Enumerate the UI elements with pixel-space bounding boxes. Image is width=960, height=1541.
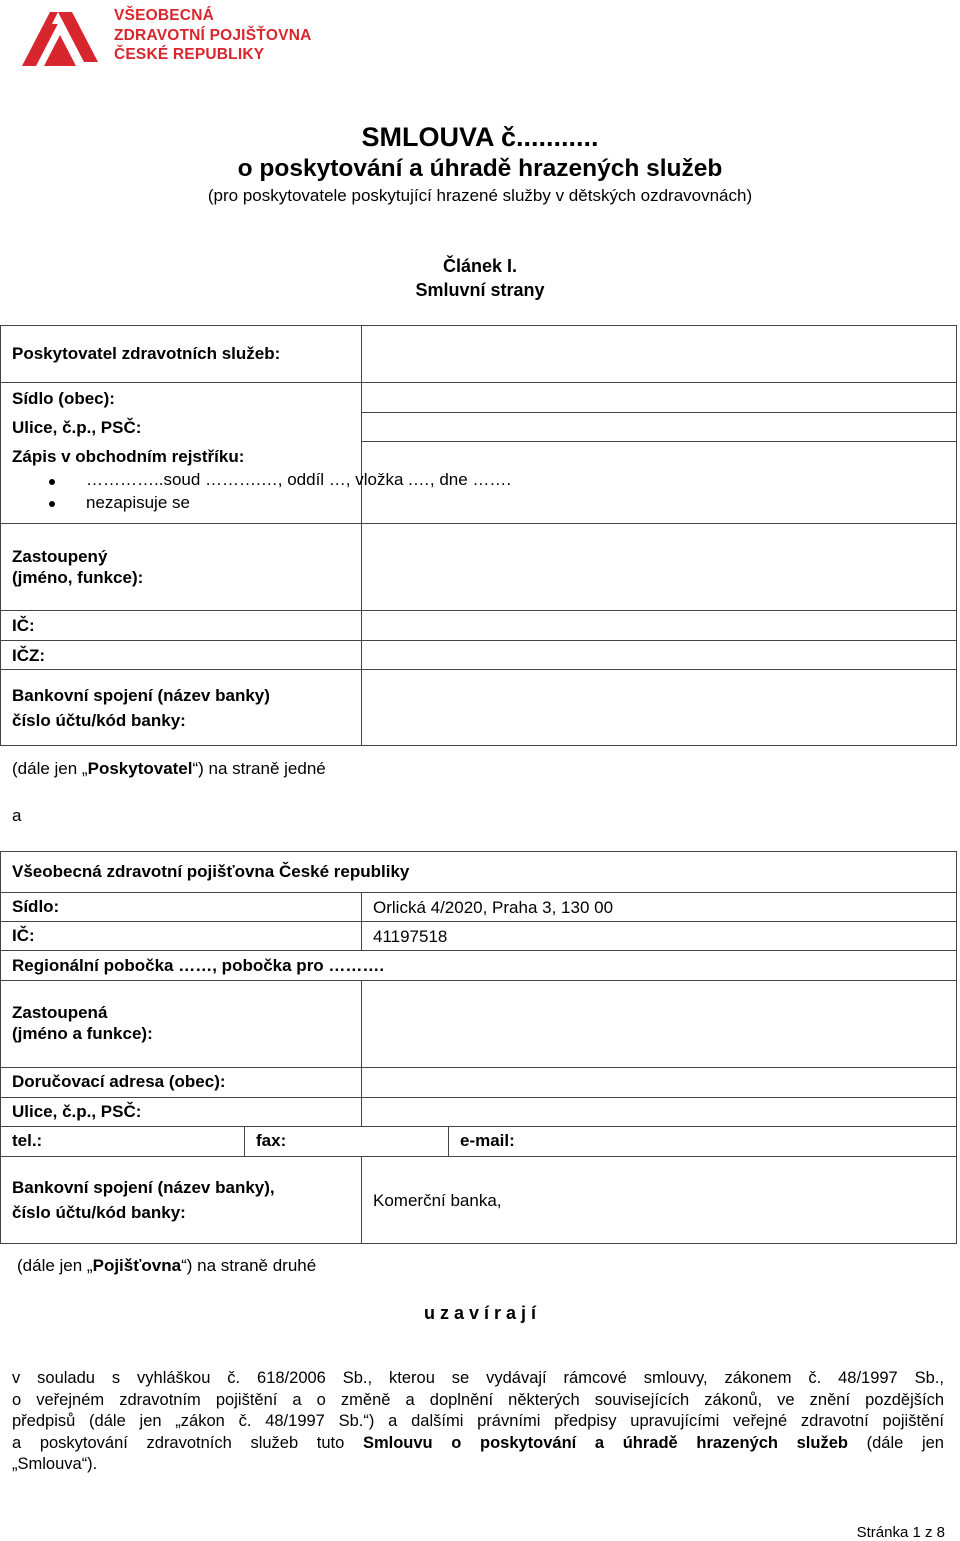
insurer-branch: Regionální pobočka ……, pobočka pro ………. [12,956,385,975]
insurer-col-line [361,1156,362,1244]
insurer-col-line [448,1126,449,1156]
contract-number-title: SMLOUVA č........... [361,122,599,152]
insurer-bank-label-1: Bankovní spojení (název banky), [12,1178,275,1197]
provider-row-line [361,441,957,442]
bullet-icon [49,479,55,485]
paragraph-line: v souladu s vyhláškou č. 618/2006 Sb., kterou se vydávají rámcové smlouvy, zákonem č. 48/1997 Sb., [12,1369,944,1387]
logo-line-1: VŠEOBECNÁ [114,7,214,24]
bullet-icon [49,501,55,507]
article-number: Článek I. [442,256,518,276]
provider-rep-label-1: Zastoupený [12,547,108,566]
vzp-logo-icon [22,8,98,68]
page-number: Stránka 1 z 8 [856,1524,945,1541]
paragraph-line [12,1433,944,1455]
insurer-address-label: Doručovací adresa (obec): [12,1072,226,1091]
logo-line-3: ČESKÉ REPUBLIKY [114,46,265,63]
note-text: “) na straně jedné [192,759,326,778]
insurer-tel-label: tel.: [12,1131,43,1150]
provider-table-divider [361,325,362,746]
paragraph-contract-name: Smlouvu o poskytování a úhradě hrazených služeb [362,1433,848,1452]
provider-row-line [0,610,957,611]
insurer-seat-value: Orlická 4/2020, Praha 3, 130 00 [373,898,614,917]
insurer-row-line [0,1156,957,1157]
insurer-row-line [0,980,957,981]
note-term: Pojišťovna [92,1256,182,1275]
note-text: (dále jen „ [17,1256,93,1275]
provider-table [0,325,957,746]
provider-row-line [0,382,957,383]
insurer-col-line [244,1126,245,1156]
provider-row-line [0,669,957,670]
provider-register-option-court[interactable]: …………..soud ……….…, oddíl …, vložka .…, dne ……. [86,470,512,489]
insurer-seat-label: Sídlo: [12,897,60,916]
provider-street-label: Ulice, č.p., PSČ: [12,418,142,437]
provider-designation-note [12,758,326,780]
insurer-row-line [0,1067,957,1068]
provider-icz-label: IČZ: [12,646,46,665]
provider-seat-label: Sídlo (obec): [12,389,115,408]
provider-row-line [0,640,957,641]
provider-rep-label-2: (jméno, funkce): [12,568,144,587]
insurer-rep-label-2: (jméno a funkce): [12,1024,153,1043]
article-name: Smluvní strany [415,280,545,300]
note-term: Poskytovatel [87,759,193,778]
article-heading [0,254,960,302]
insurer-rep-label-1: Zastoupená [12,1003,108,1022]
and-conjunction: a [12,806,22,825]
contract-subject-title: o poskytování a úhradě hrazených služeb [237,155,723,182]
provider-row-line [0,523,957,524]
paragraph-text: a poskytování zdravotních služeb tuto [12,1433,363,1452]
insurer-name: Všeobecná zdravotní pojišťovna České republiky [12,862,410,881]
provider-bank-label-1: Bankovní spojení (název banky) [12,686,270,705]
provider-ic-label: IČ: [12,616,35,635]
insurer-bank-label-2: číslo účtu/kód banky: [12,1203,186,1222]
vzp-logo-text [114,6,311,65]
insurer-row-line [0,1097,957,1098]
provider-name-label: Poskytovatel zdravotních služeb: [12,344,281,363]
insurer-street-label: Ulice, č.p., PSČ: [12,1102,142,1121]
provider-bank-label-2: číslo účtu/kód banky: [12,711,186,730]
insurer-row-line [0,892,957,893]
insurer-designation-note [17,1255,316,1277]
paragraph-line: „Smlouva“). [12,1455,98,1473]
insurer-fax-label: fax: [256,1131,287,1150]
conclude-heading: u z a v í r a j í [423,1303,537,1323]
note-text: “) na straně druhé [181,1256,317,1275]
logo-line-2: ZDRAVOTNÍ POJIŠŤOVNA [114,26,312,44]
legal-basis-paragraph [12,1368,944,1476]
insurer-col-line [361,980,362,1126]
provider-register-label: Zápis v obchodním rejstříku: [12,447,245,466]
insurer-row-line [0,950,957,951]
contract-title [0,120,960,208]
insurer-row-line [0,921,957,922]
contract-scope-subtitle: (pro poskytovatele poskytující hrazené služby v dětských ozdravovnách) [207,186,753,205]
paragraph-line: předpisů (dále jen „zákon č. 48/1997 Sb.“) a dalšími právními předpisy upravujícími veřejné zdravotní pojištění [12,1412,944,1430]
note-text: (dále jen „ [12,759,88,778]
paragraph-text: (dále jen [847,1433,944,1452]
insurer-ic-value: 41197518 [373,927,448,946]
insurer-ic-label: IČ: [12,926,35,945]
insurer-row-line [0,1126,957,1127]
provider-register-option-none[interactable]: nezapisuje se [86,493,190,512]
provider-row-line [361,412,957,413]
insurer-bank-value: Komerční banka, [373,1191,502,1210]
paragraph-line: o veřejném zdravotním pojištění a o změně a doplnění některých souvisejících zákonů, ve znění pozdějších [12,1390,944,1409]
vzp-logo [22,6,322,68]
insurer-col-line [361,892,362,950]
insurer-email-label: e-mail: [460,1131,515,1150]
